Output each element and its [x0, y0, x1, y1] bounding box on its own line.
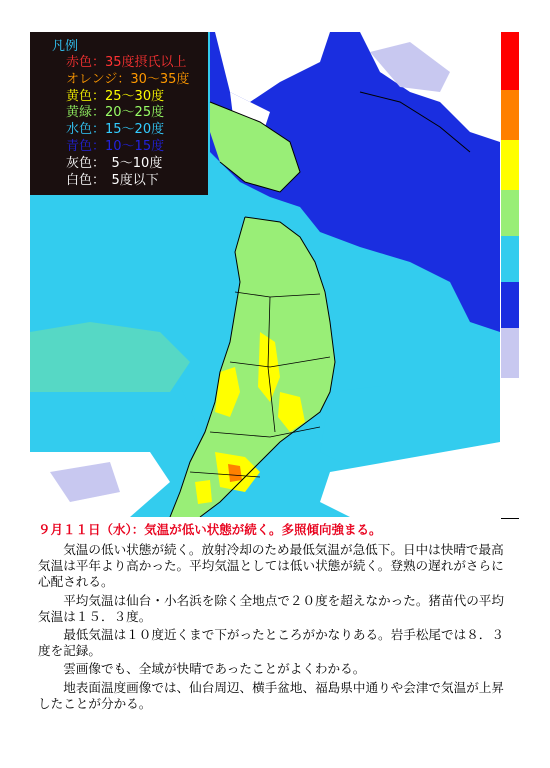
legend-item-lightblue: 水色：15～20度 — [66, 122, 165, 138]
scale-swatch-orange — [501, 90, 519, 140]
legend-item-white: 白色： 5度以下 — [66, 172, 159, 188]
color-scale-bar — [501, 32, 519, 378]
description-text — [38, 542, 508, 714]
scale-swatch-gray — [501, 328, 519, 378]
legend-item-gray: 灰色： 5～10度 — [66, 155, 163, 171]
paragraph: 最低気温は１０度近くまで下がったところがかなりある。岩手松尾では８．３度を記録。 — [38, 627, 504, 659]
scale-swatch-red — [501, 32, 519, 90]
scale-swatch-lightblue — [501, 236, 519, 282]
legend-box — [30, 32, 208, 195]
legend-title: 凡例 — [52, 39, 79, 54]
paragraph: 気温の低い状態が続く。放射冷却のため最低気温が急低下。日中は快晴で最高気温は平年より高かった。平均気温としては低い状態が続く。登熟の遅れがさらに心配される。 — [38, 542, 504, 590]
legend-item-blue: 青色：10～15度 — [66, 138, 165, 154]
scale-swatch-yellowgreen — [501, 190, 519, 236]
legend-item-yellowgreen: 黄緑：20～25度 — [66, 105, 165, 121]
caption-heading: ９月１１日（水）：気温が低い状態が続く。多照傾向強まる。 — [38, 522, 382, 537]
legend-item-red: 赤色：35度摂氏以上 — [66, 55, 187, 70]
scale-swatch-yellow — [501, 140, 519, 190]
scale-divider — [501, 518, 519, 519]
paragraph: 地表面温度画像では、仙台周辺、横手盆地、福島県中通りや会津で気温が上昇したことが分かる。 — [38, 679, 504, 711]
paragraph: 平均気温は仙台・小名浜を除く全地点で２０度を超えなかった。猪苗代の平均気温は１５．３度。 — [38, 592, 504, 624]
legend-item-orange: オレンジ：30～35度 — [66, 71, 190, 87]
scale-swatch-blue — [501, 282, 519, 328]
legend-item-yellow: 黄色：25～30度 — [66, 88, 165, 104]
paragraph: 雲画像でも、全域が快晴であったことがよくわかる。 — [63, 661, 366, 677]
